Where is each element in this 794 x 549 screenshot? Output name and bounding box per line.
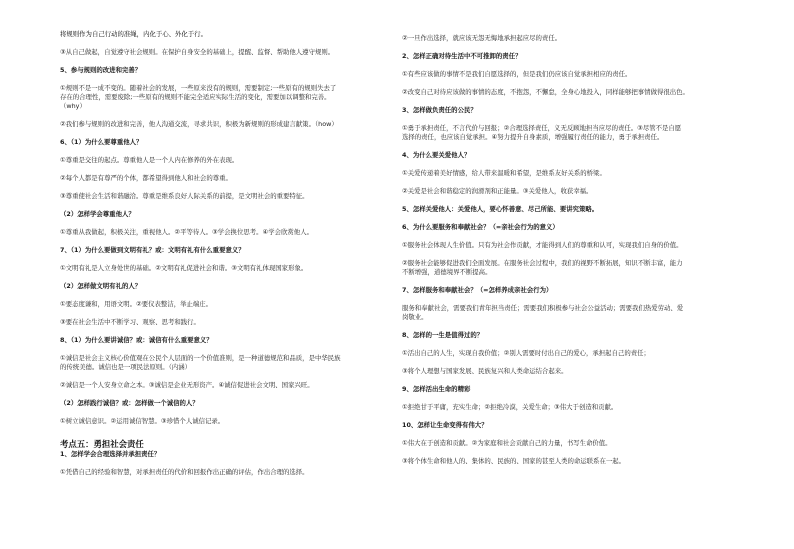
right-text-line: 岗敬业。: [402, 313, 428, 321]
right-heading: 6、为什么要服务和奉献社会？（=亲社会行为的意义）: [402, 223, 559, 231]
right-text-line: ①有些应该做的事情不是我们自愿选择的，但是我们仍应该自觉承担相应的责任。: [402, 70, 632, 78]
left-text-line: ③要在社会生活中不断学习、观察、思考和践行。: [60, 318, 200, 326]
right-text-line: ②一旦作出选择，就应该无怨无悔地承担起应尽的责任。: [402, 34, 562, 42]
right-text-line: ①服务社会体现人生价值。只有为社会作贡献，才能得到人们的尊重和认可，实现我们自身的价值。: [402, 241, 683, 249]
left-column: [60, 30, 405, 477]
left-text-line: ①要态度谦和，用语文明。②要仪表整洁，举止端庄。: [60, 300, 213, 308]
left-text-line: 的传统美德。诚信也是一项民法原则。（内涵）: [60, 363, 192, 371]
left-heading: 考点五：勇担社会责任: [60, 439, 144, 449]
left-text-line: ①文明有礼是人立身处世的基础。②文明有礼促进社会和谐。③文明有礼体现国家形象。: [60, 264, 308, 272]
left-heading: 6、（1）为什么要尊重他人？: [60, 138, 143, 146]
right-text-line: ①拒绝甘于平庸，充实生命；②拒绝冷漠，关爱生命；③伟大于创造和贡献。: [402, 403, 618, 411]
right-heading: 10、怎样让生命变得有伟大？: [402, 421, 488, 429]
right-heading: 7、怎样服务和奉献社会？（=怎样养成亲社会行为）: [402, 286, 553, 294]
right-text-line: ①勇于承担责任，不言代价与回报；②合理选择责任，义无反顾地担当应尽的责任。③尽管不是自愿: [402, 124, 682, 132]
right-text-line: 选择的责任，也应该自觉承担。④努力提升自身素质，增强履行责任的能力，勇于承担责任。: [402, 133, 664, 141]
left-heading: 5、参与规则的改进和完善？: [60, 66, 142, 74]
right-text-line: 服务和奉献社会，需要我们青年担当责任；需要我们积极参与社会公益活动；需要我们热爱劳动、爱: [402, 304, 684, 312]
left-heading: （2）怎样做文明有礼的人？: [60, 282, 142, 290]
right-text-line: ②改变自己对待应该做的事情的态度，不抱怨，不懈怠，全身心地投入，同样能够把事情做得很出色。: [402, 88, 689, 96]
left-heading: 8、（1）为什么要讲诚信？或：诚信有什么重要意义？: [60, 336, 213, 344]
right-heading: 9、怎样活出生命的精彩: [402, 385, 471, 393]
left-text-line: 存在的合理性，需要废除;一些原有的规则不能完全适应实际生活的变化，需要加以调整和完善。: [60, 93, 331, 101]
right-heading: 5、怎样关爱他人：关爱他人，要心怀善意、尽己所能、要讲究策略。: [402, 205, 599, 213]
right-text-line: ①活出自己的人生，实现自我价值；②别人需要时付出自己的爱心，承担起自己的责任；: [402, 349, 650, 357]
left-text-line: （why）: [60, 102, 86, 110]
right-heading: 4、为什么要关爱他人？: [402, 151, 471, 159]
right-heading: 2、怎样正确对待生活中不可推卸的责任？: [402, 52, 522, 60]
right-text-line: ③将个人理想与国家发展、民族复兴和人类命运结合起来。: [402, 367, 568, 375]
right-text-line: ①关爱传递着美好情感，给人带来温暖和希望，是维系友好关系的桥梁。: [402, 169, 606, 177]
left-text-line: ①树立诚信意识。②运用诚信智慧。③珍惜个人诚信记录。: [60, 417, 225, 425]
left-text-line: ①诚信是社会主义核心价值观在公民个人层面的一个价值准则，是一种道德规范和品质，是中华民族: [60, 354, 341, 362]
left-heading: （2）怎样践行诚信？或：怎样做一个诚信的人？: [60, 399, 199, 407]
left-text-line: ②我们参与规则的改进和完善，他人沟通交流，寻求共识，积极为新规则的形成建言献策。（how）: [60, 120, 338, 128]
left-heading: 7、（1）为什么要做到文明有礼？或：文明有礼有什么重要意义？: [60, 246, 245, 254]
right-text-line: ①伟大在于创造和贡献。②为家庭和社会贡献自己的力量，书写生命价值。: [402, 439, 612, 447]
left-text-line: ①尊重从我做起，积极关注，重视他人。②平等待人。③学会换位思考。④学会欣赏他人。: [60, 228, 313, 236]
left-text-line: ①尊重是交往的起点。尊重他人是一个人内在修养的外在表现。: [60, 156, 239, 164]
right-text-line: ③将个体生命和他人的、集体的、民族的、国家的甚至人类的命运联系在一起。: [402, 457, 626, 465]
left-heading: 1、怎样学会合理选择并承担责任？: [60, 450, 161, 458]
right-text-line: 不断增强，道德境界不断提高。: [402, 268, 492, 276]
left-text-line: ①规则不是一成不变的。随着社会的发展，一些原来没有的规则，需要制定;一些原有的规则失去了: [60, 84, 337, 92]
right-heading: 8、怎样的一生是值得过的？: [402, 331, 484, 339]
left-heading: （2）怎样学会尊重他人？: [60, 210, 135, 218]
right-text-line: ②关爱是社会和谐稳定的润滑剂和正能量。③关爱他人，收获幸福。: [402, 187, 593, 195]
right-column: [402, 34, 747, 466]
left-text-line: ①凭借自己的经验和智慧，对承担责任的代价和回报作出正确的评估，作出合理的选择。: [60, 468, 309, 476]
right-heading: 3、怎样做负责任的公民？: [402, 106, 477, 114]
left-text-line: ③尊重使社会生活和谐融洽。尊重是维系良好人际关系的前提，是文明社会的重要特征。: [60, 192, 309, 200]
left-text-line: 将规则作为自己行动的准绳，内化于心、外化于行。: [60, 30, 207, 38]
left-text-line: ②每个人都是有尊严的个体，都希望得到他人和社会的尊重。: [60, 174, 232, 182]
right-text-line: ②服务社会能够促进我们全面发展。在服务社会过程中，我们的视野不断拓展，知识不断丰富，能力: [402, 259, 683, 267]
left-text-line: ②诚信是一个人安身立命之本。③诚信是企业无形资产。④诚信促进社会文明、国家兴旺。: [60, 381, 314, 389]
left-text-line: ③从自己做起，自觉遵守社会规则。在保护自身安全的基础上，提醒、监督、帮助他人遵守规则。: [60, 48, 335, 56]
